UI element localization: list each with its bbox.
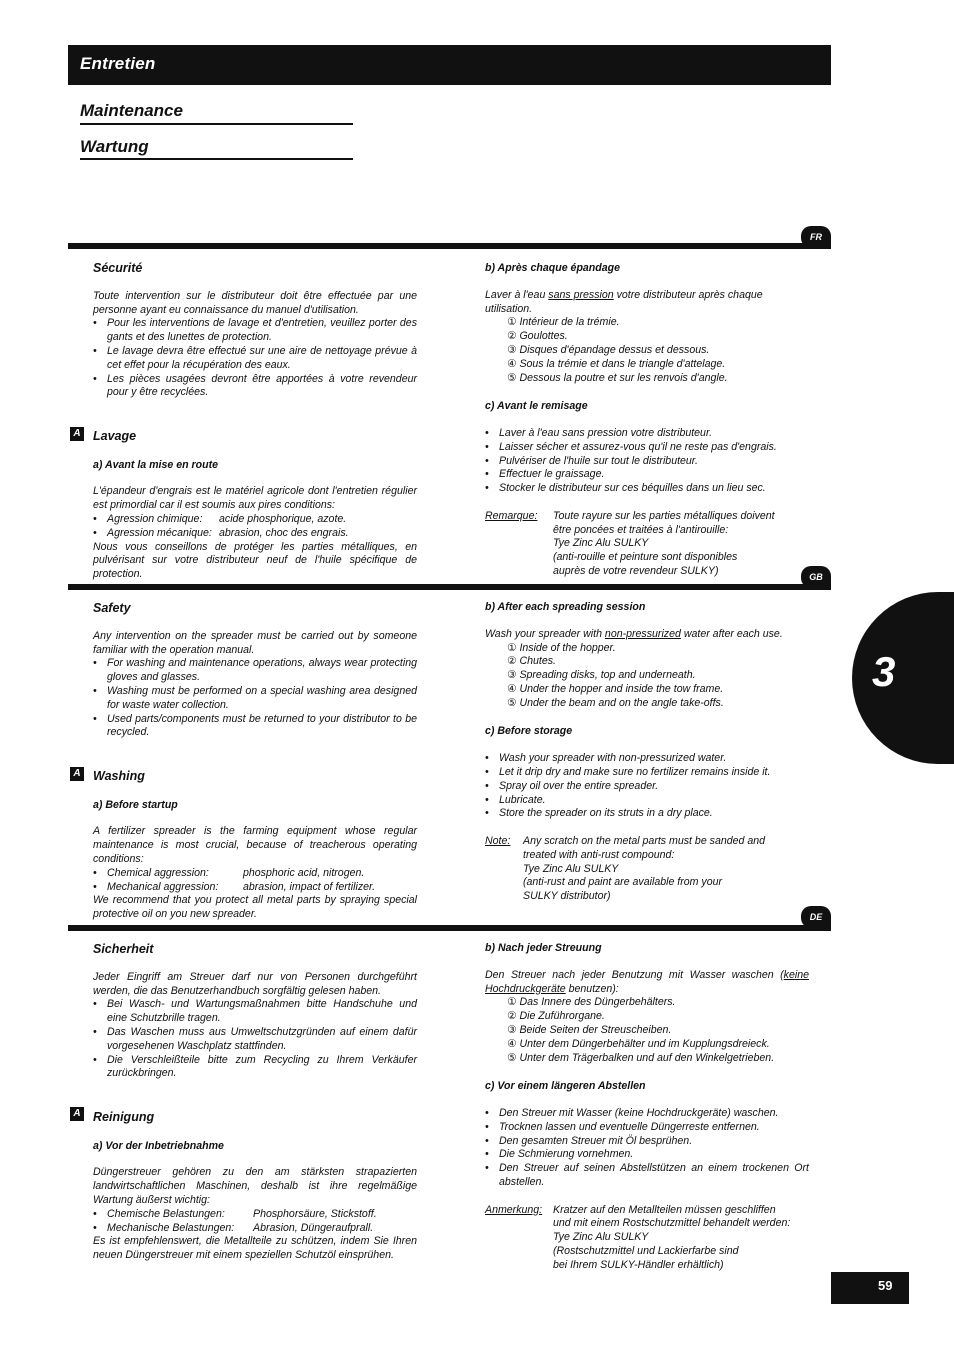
chapter-tab — [852, 592, 954, 764]
de-right-column — [485, 941, 809, 1273]
numbered-item: ③ Spreading disks, top and underneath. — [507, 669, 696, 682]
numbered-item: ④ Sous la trémie et dans le triangle d'attelage. — [507, 357, 726, 370]
note — [485, 510, 809, 579]
heading-securite: Sécurité — [93, 261, 143, 275]
subheading: a) Before startup — [93, 798, 178, 811]
list-item — [93, 513, 417, 527]
numbered-item: ① Intérieur de la trémie. — [507, 316, 620, 329]
de-left-column — [93, 941, 417, 1263]
subheading: c) Before storage — [485, 725, 573, 738]
page-number-box — [831, 1272, 909, 1304]
list-item: • Die Schmierung vornehmen. — [485, 1148, 809, 1162]
text: Laver à l'eau — [485, 288, 549, 301]
section-rule-fr — [68, 243, 831, 249]
list-item: • Pour les interventions de lavage et d'entretien, veuillez porter des gants et des lunettes de protection. — [93, 317, 417, 345]
note-line: treated with anti-rust compound: — [523, 848, 675, 861]
note-line: être poncées et traitées à l'antirouille: — [553, 523, 729, 536]
aggression-value: abrasion, impact of fertilizer. — [243, 880, 376, 893]
underlined-text: keine Hochdruckgeräte — [485, 968, 809, 995]
aggression-label: Chemical aggression: — [107, 866, 209, 879]
paragraph: Toute intervention sur le distributeur doit être effectuée par une personne ayant eu connaissance du manuel d'utilisation. — [93, 289, 417, 316]
note-line: (Rostschutzmittel und Lackierfarbe sind — [553, 1244, 739, 1257]
paragraph — [485, 628, 809, 642]
note — [485, 1204, 809, 1273]
note-line: Toute rayure sur les parties métalliques doivent — [553, 509, 775, 522]
subtitle-underline — [80, 123, 353, 125]
list-item: • Stocker le distributeur sur ces béquilles dans un lieu sec. — [485, 482, 809, 496]
subtitle-underline — [80, 158, 353, 160]
paragraph — [485, 969, 809, 997]
paragraph: Es ist empfehlenswert, die Metallteile zu schützen, indem Sie Ihren neuen Düngerstreuer mit einem speziellen Schutzöl einsprühen. — [93, 1235, 417, 1262]
list-item: • Les pièces usagées devront être apportées à votre revendeur pour y être recyclées. — [93, 373, 417, 401]
subheading: c) Avant le remisage — [485, 400, 588, 413]
numbered-item: ⑤ Unter dem Trägerbalken und auf den Winkelgetrieben. — [507, 1051, 775, 1064]
paragraph: Jeder Eingriff am Streuer darf nur von Personen durchgeführt werden, die das Benutzerhandbuch sorgfältig gelesen haben. — [93, 970, 417, 997]
list-item: • Washing must be performed on a special washing area designed for waste water collection. — [93, 685, 417, 713]
note-body — [553, 1204, 809, 1273]
aggression-value: acide phosphorique, azote. — [219, 512, 347, 525]
note-line: (anti-rust and paint are available from your — [523, 876, 723, 889]
chapter-number: 3 — [872, 648, 896, 695]
subheading: b) After each spreading session — [485, 601, 646, 613]
numbered-item: ② Goulottes. — [507, 330, 568, 343]
list-item: • Den Streuer mit Wasser (keine Hochdruckgeräte) waschen. — [485, 1107, 809, 1121]
numbered-item: ① Inside of the hopper. — [507, 641, 616, 654]
note-line: Kratzer auf den Metallteilen müssen geschliffen — [553, 1203, 776, 1216]
numbered-item: ⑤ Under the beam and on the angle take-offs. — [507, 696, 724, 709]
paragraph — [485, 289, 809, 317]
numbered-item: ④ Under the hopper and inside the tow frame. — [507, 682, 724, 695]
note-body — [523, 835, 809, 904]
note — [485, 835, 809, 904]
numbered-item: ③ Disques d'épandage dessus et dessous. — [507, 343, 710, 356]
subheading: b) Après chaque épandage — [485, 262, 621, 274]
list-item: • Pulvériser de l'huile sur tout le distributeur. — [485, 455, 809, 469]
numbered-item: ① Das Innere des Düngerbehälters. — [507, 996, 676, 1009]
subheading: a) Vor der Inbetriebnahme — [93, 1139, 224, 1152]
lang-badge-fr: FR — [801, 226, 831, 248]
note-label: Anmerkung: — [485, 1203, 543, 1216]
numbered-item: ③ Beide Seiten der Streuscheiben. — [507, 1023, 672, 1036]
numbered-item: ② Chutes. — [507, 655, 556, 668]
aggression-label: Mechanische Belastungen: — [107, 1221, 235, 1234]
section-marker-a: A — [70, 1107, 84, 1121]
numbered-item: ④ Unter dem Düngerbehälter und im Kupplungsdreieck. — [507, 1037, 770, 1050]
heading-safety: Safety — [93, 601, 131, 615]
note-line: bei Ihrem SULKY-Händler erhältlich) — [553, 1258, 724, 1271]
gb-right-column — [485, 600, 809, 904]
section-marker-a: A — [70, 767, 84, 781]
lang-badge-de: DE — [801, 906, 831, 928]
list-item: • Trocknen lassen und eventuelle Düngerreste entfernen. — [485, 1121, 809, 1135]
note-line: Tye Zinc Alu SULKY — [553, 537, 649, 550]
list-item: • Effectuer le graissage. — [485, 468, 809, 482]
note-line: auprès de votre revendeur SULKY) — [553, 564, 719, 577]
note-line: Any scratch on the metal parts must be sanded and — [523, 834, 766, 847]
list-item — [93, 527, 417, 541]
heading-washing: Washing — [93, 768, 145, 783]
section-marker-a: A — [70, 427, 84, 441]
underlined-text: non-pressurized — [604, 627, 681, 640]
fr-right-column — [485, 261, 809, 579]
paragraph: L'épandeur d'engrais est le matériel agricole dont l'entretien régulier est primordial car il est soumis aux pires conditions: — [93, 485, 417, 512]
subheading: c) Vor einem längeren Abstellen — [485, 1080, 646, 1093]
gb-left-column — [93, 600, 417, 922]
text: water after each use. — [680, 627, 783, 640]
paragraph: Düngerstreuer gehören zu den am stärksten strapazierten landwirtschaftlichen Maschinen, deshalb ist ihre regelmäßige Wartung äußerst wichtig: — [93, 1166, 417, 1206]
list-item: • Lubricate. — [485, 794, 809, 808]
aggression-label: Chemische Belastungen: — [107, 1207, 225, 1220]
paragraph: We recommend that you protect all metal parts by spraying special protective oil on you new spreader. — [93, 894, 417, 921]
heading-reinigung: Reinigung — [93, 1109, 155, 1124]
list-item: • Laisser sécher et assurez-vous qu'il ne reste pas d'engrais. — [485, 441, 809, 455]
list-item: • Den Streuer auf seinen Abstellstützen an einem trockenen Ort abstellen. — [485, 1162, 809, 1190]
note-line: SULKY distributor) — [523, 890, 611, 903]
list-item — [93, 1208, 417, 1222]
heading-sicherheit: Sicherheit — [93, 942, 154, 956]
list-item: • Let it drip dry and make sure no fertilizer remains inside it. — [485, 766, 809, 780]
subtitle-maintenance: Maintenance — [80, 101, 183, 120]
underlined-text: sans pression — [548, 288, 614, 301]
aggression-label: Mechanical aggression: — [107, 880, 219, 893]
note-line: (anti-rouille et peinture sont disponibles — [553, 551, 738, 564]
header-bar — [68, 45, 831, 85]
list-item — [93, 881, 417, 895]
fr-left-column — [93, 260, 417, 582]
list-item: • Used parts/components must be returned to your distributor to be recycled. — [93, 713, 417, 741]
aggression-label: Agression chimique: — [107, 512, 203, 525]
note-label: Remarque: — [485, 509, 538, 522]
text: benutzen): — [565, 982, 619, 995]
list-item — [93, 867, 417, 881]
list-item: • Die Verschleißteile bitte zum Recycling zu Ihrem Verkäufer zurückbringen. — [93, 1054, 417, 1082]
list-item — [93, 1222, 417, 1236]
section-rule-gb — [68, 584, 831, 590]
aggression-value: phosphoric acid, nitrogen. — [243, 866, 365, 879]
list-item: • Den gesamten Streuer mit Öl besprühen. — [485, 1135, 809, 1149]
subtitle-wartung: Wartung — [80, 137, 149, 156]
note-line: und mit einem Rostschutzmittel behandelt werden: — [553, 1217, 791, 1230]
list-item: • Wash your spreader with non-pressurized water. — [485, 752, 809, 766]
list-item: • Le lavage devra être effectué sur une aire de nettoyage prévue à cet effet pour la récupération des eaux. — [93, 345, 417, 373]
aggression-value: Abrasion, Düngeraufprall. — [253, 1221, 374, 1234]
list-item: • Das Waschen muss aus Umweltschutzgründen auf einem dafür vorgesehenen Waschplatz stattfinden. — [93, 1026, 417, 1054]
paragraph: Nous vous conseillons de protéger les parties métalliques, en pulvérisant sur votre distributeur neuf de l'huile spécifique de protection. — [93, 540, 417, 581]
subheading: a) Avant la mise en route — [93, 458, 219, 471]
list-item: • Laver à l'eau sans pression votre distributeur. — [485, 427, 809, 441]
aggression-value: Phosphorsäure, Stickstoff. — [253, 1207, 377, 1220]
section-rule-de — [68, 925, 831, 931]
list-item: • Spray oil over the entire spreader. — [485, 780, 809, 794]
text: Den Streuer nach jeder Benutzung mit Wasser waschen ( — [485, 968, 784, 981]
text: votre distributeur après chaque utilisation. — [485, 288, 763, 315]
list-item: • Bei Wasch- und Wartungsmaßnahmen bitte Handschuhe und eine Schutzbrille tragen. — [93, 998, 417, 1026]
aggression-value: abrasion, choc des engrais. — [219, 526, 349, 539]
heading-lavage: Lavage — [93, 428, 137, 443]
list-item: • Store the spreader on its struts in a dry place. — [485, 807, 809, 821]
lang-badge-gb: GB — [801, 566, 831, 588]
note-line: Tye Zinc Alu SULKY — [553, 1231, 649, 1244]
note-line: Tye Zinc Alu SULKY — [523, 862, 619, 875]
note-body — [553, 510, 775, 579]
numbered-item: ⑤ Dessous la poutre et sur les renvois d'angle. — [507, 371, 728, 384]
numbered-item: ② Die Zuführorgane. — [507, 1010, 605, 1023]
paragraph: A fertilizer spreader is the farming equipment whose regular maintenance is most crucial, because of treacherous operating conditions: — [93, 825, 417, 865]
paragraph: Any intervention on the spreader must be carried out by someone familiar with the operation manual. — [93, 629, 417, 656]
note-label: Note: — [485, 834, 511, 847]
aggression-label: Agression mécanique: — [107, 526, 212, 539]
list-item: • For washing and maintenance operations, always wear protecting gloves and glasses. — [93, 657, 417, 685]
page-number: 59 — [878, 1278, 893, 1293]
text: Wash your spreader with — [485, 627, 605, 640]
subheading: b) Nach jeder Streuung — [485, 942, 602, 954]
page-title: Entretien — [80, 54, 156, 73]
